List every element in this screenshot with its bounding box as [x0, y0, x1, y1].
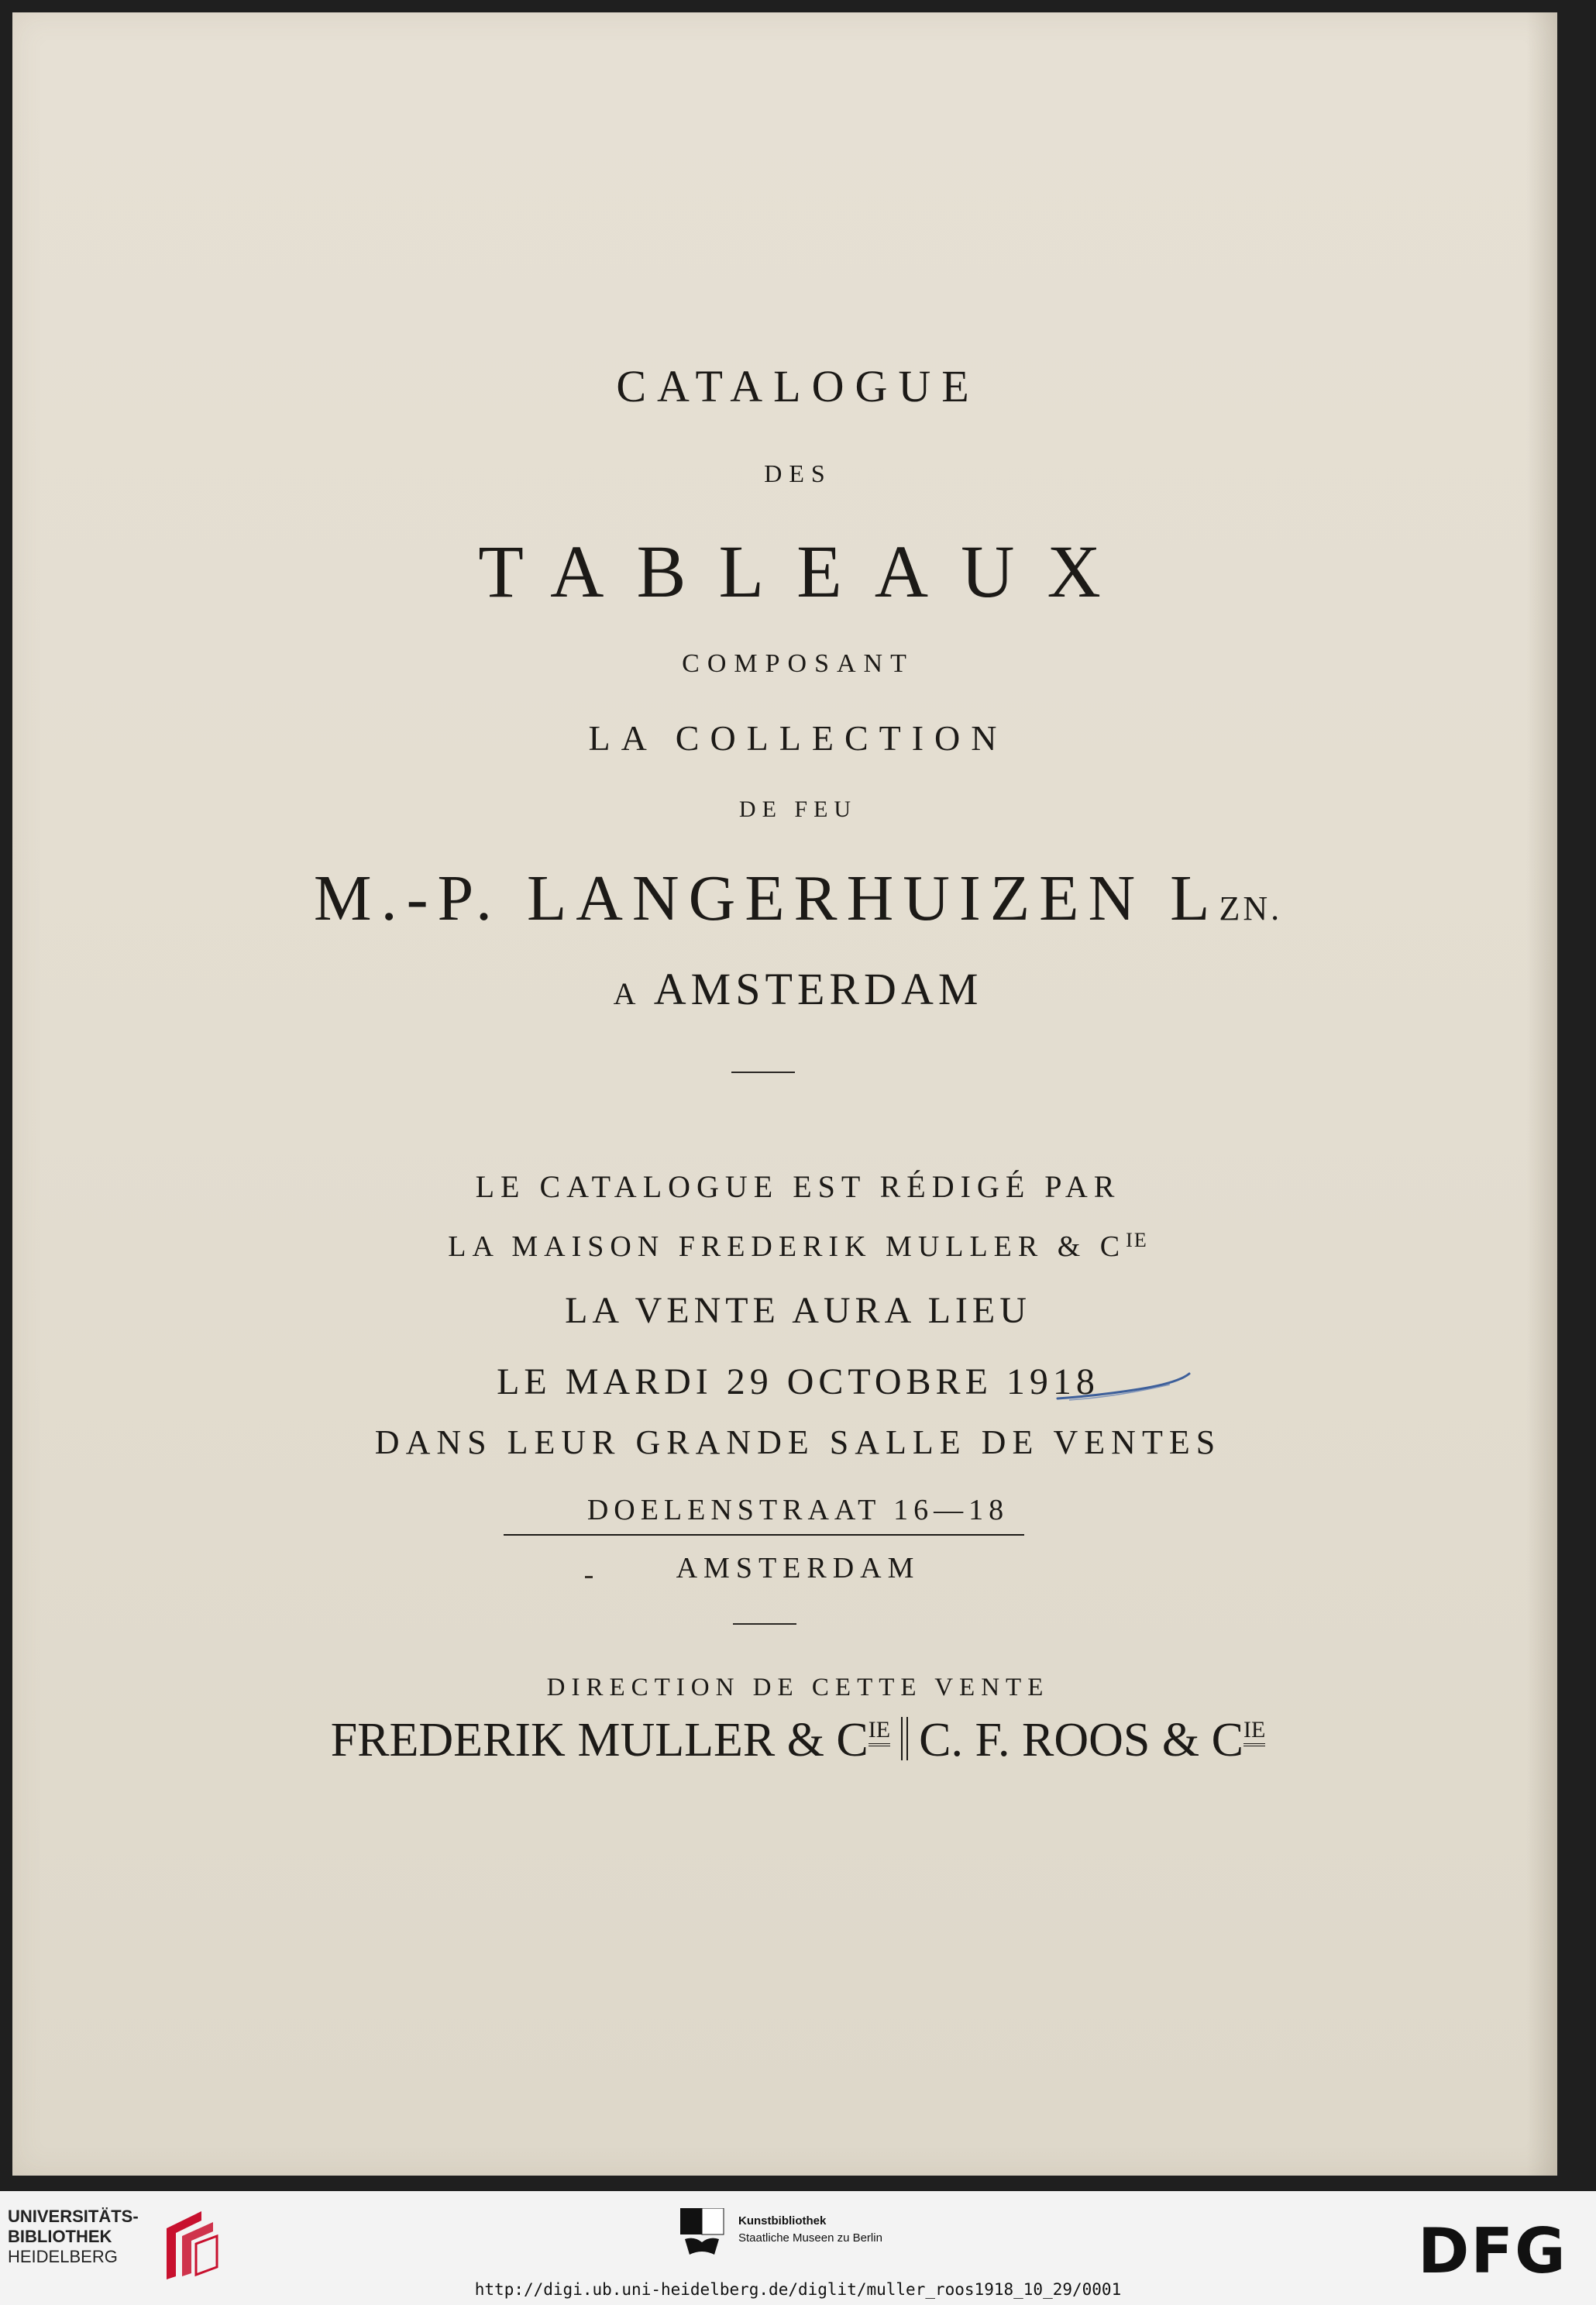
maison-line [0, 1229, 1596, 1263]
firm-separator [901, 1717, 908, 1760]
address-line: DOELENSTRAAT 16—18 [586, 1494, 1010, 1526]
kb-line-2: Staatliche Museen zu Berlin [738, 2231, 882, 2245]
paper-edge-shadow [1526, 12, 1557, 2176]
title-des: DES [764, 459, 832, 487]
ub-heidelberg-emblem-icon[interactable] [159, 2205, 221, 2283]
vente-line: LA VENTE AURA LIEU [565, 1290, 1031, 1331]
divider-rule [733, 1623, 796, 1625]
ub-heidelberg-logo-text[interactable] [8, 2207, 139, 2267]
firm-muller-sup: IE [869, 1718, 890, 1746]
dfg-logo[interactable]: DFG [1418, 2215, 1567, 2287]
direction-line: DIRECTION DE CETTE VENTE [546, 1674, 1050, 1701]
ub-line-3: HEIDELBERG [8, 2247, 118, 2266]
location-prefix: A [613, 976, 641, 1011]
firm-roos-sup: IE [1243, 1718, 1265, 1746]
salle-line: DANS LEUR GRANDE SALLE DE VENTES [374, 1423, 1222, 1461]
source-url[interactable]: http://digi.ub.uni-heidelberg.de/diglit/muller_roos1918_10_29/0001 [474, 2280, 1122, 2299]
firm-roos: C. F. ROOS & C [919, 1714, 1243, 1767]
title-collection: LA COLLECTION [588, 718, 1008, 758]
kb-line-1: Kunstbibliothek [738, 2214, 827, 2228]
city-line: AMSTERDAM [676, 1552, 920, 1584]
firms-line [0, 1716, 1596, 1765]
maison-sup: IE [1126, 1229, 1148, 1251]
location-city: AMSTERDAM [653, 964, 983, 1014]
divider-rule [731, 1072, 795, 1073]
title-catalogue: CATALOGUE [616, 361, 980, 411]
catalogue-redige: LE CATALOGUE EST RÉDIGÉ PAR [475, 1169, 1121, 1204]
title-de-feu: DE FEU [738, 796, 858, 822]
firm-muller: FREDERIK MULLER & C [330, 1714, 869, 1767]
owner-name-suffix: ZN. [1219, 889, 1283, 927]
sale-date: LE MARDI 29 OCTOBRE 1918 [497, 1361, 1099, 1402]
pencil-underline-mark [1054, 1368, 1193, 1406]
paper-sheet [12, 12, 1557, 2176]
owner-name [0, 862, 1596, 934]
kunstbibliothek-text [738, 2213, 882, 2247]
ub-line-2: BIBLIOTHEK [8, 2227, 112, 2246]
title-composant: COMPOSANT [682, 649, 914, 678]
digitization-footer [0, 2191, 1596, 2305]
owner-name-main: M.-P. LANGERHUIZEN L [313, 862, 1219, 934]
eagle-emblem-icon [680, 2208, 727, 2262]
title-tableaux: TABLEAUX [478, 530, 1133, 613]
address-underline [504, 1534, 1024, 1536]
owner-location [0, 964, 1596, 1014]
maison-name: LA MAISON FREDERIK MULLER & C [448, 1230, 1126, 1263]
ub-line-1: UNIVERSITÄTS- [8, 2207, 139, 2226]
